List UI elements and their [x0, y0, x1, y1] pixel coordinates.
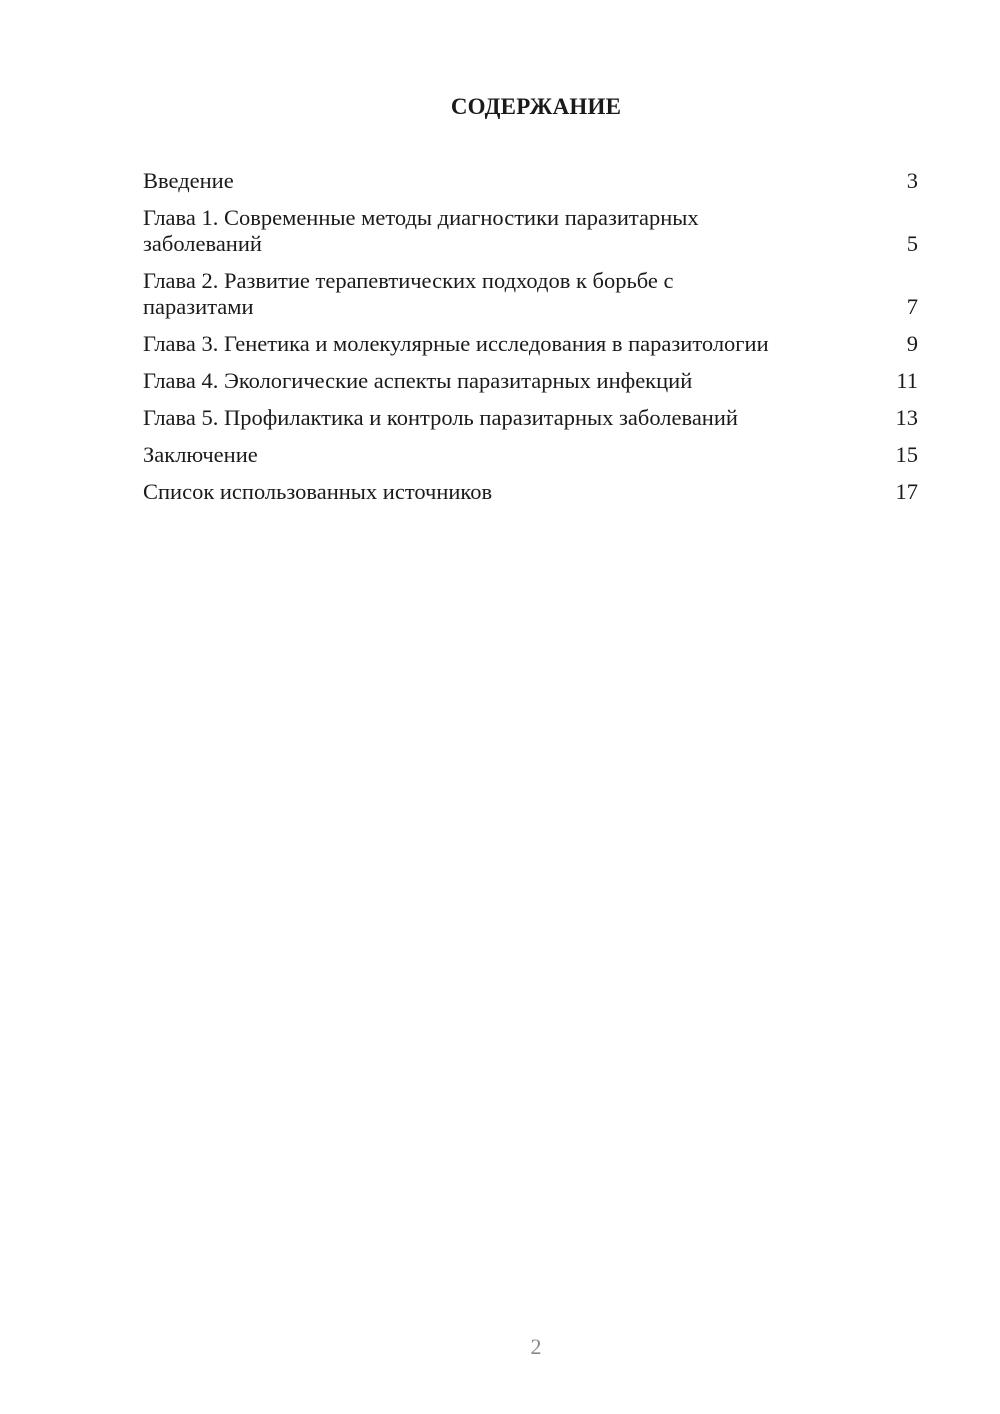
page-title: СОДЕРЖАНИЕ [450, 94, 622, 119]
toc-entry-title: Введение [143, 168, 234, 193]
toc-entry-chapter-1[interactable] [143, 205, 918, 257]
toc-entry-title: Глава 4. Экологические аспекты паразитарных инфекций [143, 368, 693, 393]
toc-entry-page: 7 [906, 294, 918, 319]
toc-entry-title: Заключение [143, 442, 258, 467]
toc-entry-chapter-4[interactable] [143, 368, 918, 394]
toc-entry-title: Глава 2. Развитие терапевтических подходов к борьбе с паразитами [143, 268, 674, 319]
toc-entry-title: Глава 5. Профилактика и контроль паразитарных заболеваний [143, 405, 738, 430]
page-number: 2 [530, 1334, 542, 1359]
toc-entry-chapter-2[interactable] [143, 268, 918, 320]
toc-entry-page: 17 [895, 479, 918, 504]
toc-entry-title: Список использованных источников [143, 479, 493, 504]
toc-entry-page: 11 [896, 368, 918, 393]
toc-entry-chapter-3[interactable] [143, 331, 918, 357]
toc-entry-page: 15 [895, 442, 918, 467]
table-of-contents [143, 168, 918, 516]
toc-entry-page: 5 [906, 231, 918, 256]
toc-entry-title: Глава 1. Современные методы диагностики паразитарных заболеваний [143, 205, 699, 256]
toc-entry-introduction[interactable] [143, 168, 918, 194]
toc-entry-page: 13 [895, 405, 918, 430]
toc-entry-title: Глава 3. Генетика и молекулярные исследования в паразитологии [143, 331, 769, 356]
toc-entry-page: 3 [906, 168, 918, 193]
toc-entry-chapter-5[interactable] [143, 405, 918, 431]
toc-entry-conclusion[interactable] [143, 442, 918, 468]
toc-entry-page: 9 [906, 331, 918, 356]
toc-entry-references[interactable] [143, 479, 918, 505]
